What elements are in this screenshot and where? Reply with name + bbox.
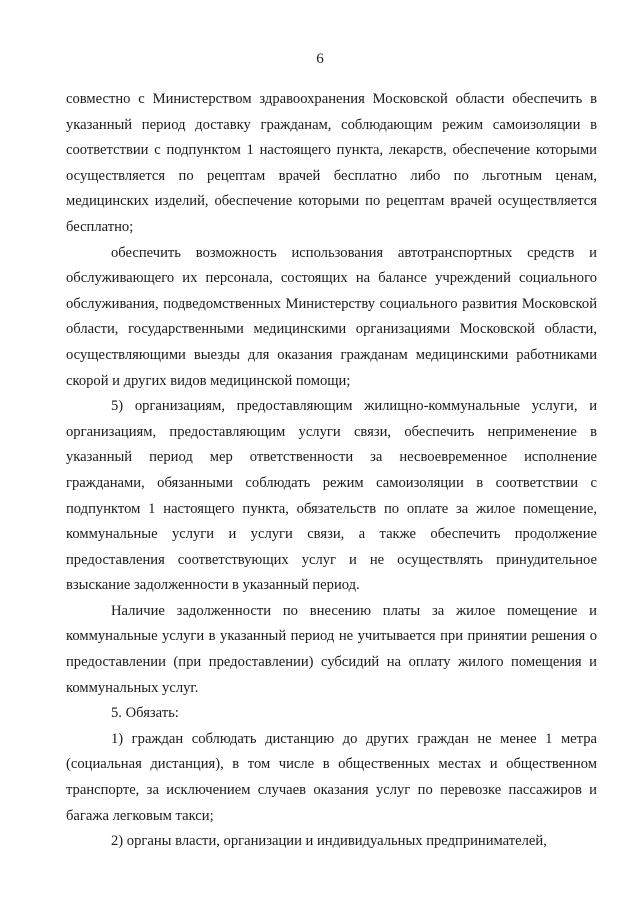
paragraph-item-2-authorities: 2) органы власти, организации и индивидуальных предпринимателей, xyxy=(111,833,547,850)
paragraph-item-1-distance: 1) граждан соблюдать дистанцию до других граждан не менее 1 метра (социальная дистанция), в том числе в общественных местах и общественном транспорте, за исключением случаев оказания услуг по перевозке пассажиров и багажа легковым такси; xyxy=(66,730,597,824)
paragraph-section-5-heading: 5. Обязать: xyxy=(111,705,179,722)
paragraph-debt-subsidies: Наличие задолженности по внесению платы за жилое помещение и коммунальные услуги в указанный период не учитывается при принятии решения о предоставлении (при предоставлении) субсидий на оплату жилого помещения и коммунальных услуг. xyxy=(66,602,597,696)
document-body xyxy=(66,87,597,855)
paragraph-item-5-utilities: 5) организациям, предоставляющим жилищно-коммунальные услуги, и организациям, предоставляющим услуги связи, обеспечить неприменение в указанный период мер ответственности за несвоевременное исполнение гражданами, обязанными соблюдать режим самоизоляции в соответствии с подпунктом 1 настоящего пункта, обязательств по оплате за жилое помещение, коммунальные услуги и услуги связи, а также обеспечить продолжение предоставления соответствующих услуг и не осуществлять принудительное взыскание задолженности в указанный период. xyxy=(66,398,597,594)
page-number: 6 xyxy=(316,51,324,67)
paragraph-vehicles: обеспечить возможность использования автотранспортных средств и обслуживающего их персонала, состоящих на балансе учреждений социального обслуживания, подведомственных Министерству социального развития Московской области, государственными медицинскими организациями Московской области, осуществляющими выезды для оказания гражданам медицинскими работниками скорой и других видов медицинской помощи; xyxy=(66,244,597,389)
paragraph-continuation: совместно с Министерством здравоохранения Московской области обеспечить в указанный период доставку гражданам, соблюдающим режим самоизоляции в соответствии с подпунктом 1 настоящего пункта, лекарств, обеспечение которыми осуществляется по рецептам врачей бесплатно либо по льготным ценам, медицинских изделий, обеспечение которыми по рецептам врачей осуществляется бесплатно; xyxy=(66,91,597,235)
